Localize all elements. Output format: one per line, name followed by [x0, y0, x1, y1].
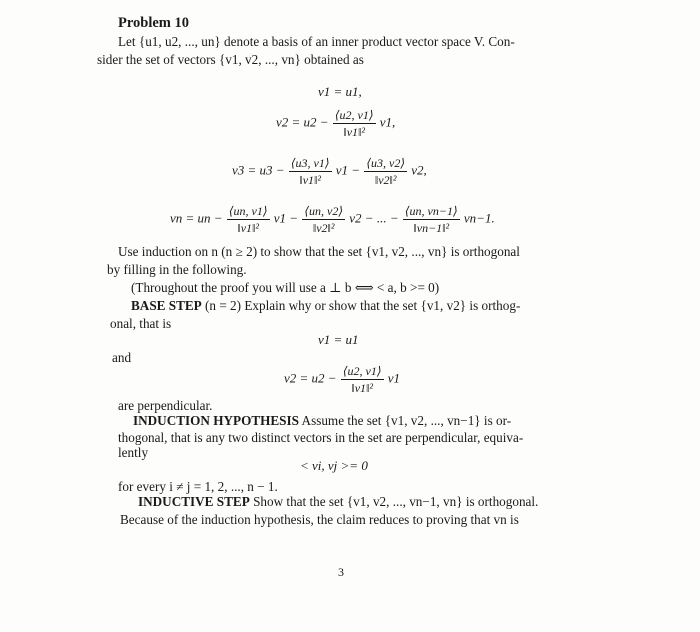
base-step-line-1	[131, 298, 520, 314]
inductive-step-text-1: Show that the set {v1, v2, ..., vn−1, vn} is orthogonal.	[249, 494, 539, 509]
problem-title: Problem 10	[118, 15, 190, 31]
base-step-line-2: onal, that is	[110, 316, 172, 331]
base-step-label: BASE STEP	[131, 298, 202, 313]
base-eq2-tail: v1	[387, 370, 401, 386]
equation-v3	[232, 156, 427, 187]
equation-v2	[276, 108, 395, 139]
base-equation-v1: v1 = u1	[318, 332, 359, 347]
eq3-fraction-2	[364, 156, 407, 187]
base-eq2-numerator: ⟨u2, v1⟩	[342, 364, 382, 378]
base-equation-v2	[284, 364, 400, 395]
equation-v1: v1 = u1,	[318, 84, 362, 99]
eqn-tail: vn−1.	[463, 210, 495, 226]
inductive-step-line-2: Because of the induction hypothesis, the claim reduces to proving that vn is	[120, 512, 519, 527]
base-eq2-fraction	[341, 364, 384, 395]
inductive-step-label: INDUCTIVE STEP	[138, 494, 250, 509]
eqn-denominator-2: ‖v2‖²	[312, 221, 335, 235]
page-number: 3	[338, 565, 344, 579]
equation-vn	[170, 204, 495, 235]
base-step-text-1: (n = 2) Explain why or show that the set {v1, v2} is orthog-	[201, 298, 521, 313]
hypothesis-label: INDUCTION HYPOTHESIS	[133, 413, 299, 428]
base-eq2-lhs: v2 = u2 −	[284, 370, 337, 386]
inductive-step-line-1	[138, 494, 538, 510]
induction-line-2: by filling in the following.	[107, 262, 247, 277]
hypothesis-line-3: lently	[118, 445, 149, 460]
eq2-tail: v1,	[379, 114, 396, 130]
hypothesis-equation: < vi, vj >= 0	[300, 458, 368, 473]
hypothesis-line-1	[133, 413, 511, 429]
eq3-tail: v2,	[411, 162, 427, 178]
hypothesis-text-1: Assume the set {v1, v2, ..., vn−1} is or-	[298, 413, 512, 428]
eqn-fraction-1	[227, 204, 270, 235]
perpendicular-text: are perpendicular.	[118, 398, 213, 413]
eq2-numerator: ⟨u2, v1⟩	[334, 108, 374, 122]
throughout-note: (Throughout the proof you will use a ⊥ b ⟺ < a, b >= 0)	[131, 280, 440, 295]
eqn-mid-1: v1 −	[273, 210, 299, 226]
eqn-lhs: vn = un −	[170, 210, 223, 226]
eq2-denominator: ‖v1‖²	[343, 125, 366, 139]
eqn-numerator-3: ⟨un, vn−1⟩	[404, 204, 458, 218]
hypothesis-line-2: thogonal, that is any two distinct vectors in the set are perpendicular, equiva-	[118, 430, 524, 445]
eq3-lhs: v3 = u3 −	[232, 162, 285, 178]
intro-line-1: Let {u1, u2, ..., un} denote a basis of an inner product vector space V. Con-	[118, 34, 515, 49]
eqn-denominator-1: ‖v1‖²	[237, 221, 260, 235]
eqn-numerator-1: ⟨un, v1⟩	[228, 204, 268, 218]
and-label: and	[112, 350, 132, 365]
eq2-fraction	[333, 108, 376, 139]
intro-line-2: sider the set of vectors {v1, v2, ..., vn} obtained as	[97, 52, 364, 67]
base-eq2-denominator: ‖v1‖²	[351, 381, 374, 395]
for-every-text: for every i ≠ j = 1, 2, ..., n − 1.	[118, 479, 278, 494]
eqn-numerator-2: ⟨un, v2⟩	[304, 204, 344, 218]
eq3-fraction-1	[289, 156, 332, 187]
eq2-lhs: v2 = u2 −	[276, 114, 329, 130]
eqn-fraction-2	[302, 204, 345, 235]
eq3-denominator-1: ‖v1‖²	[299, 173, 322, 187]
eq3-mid: v1 −	[335, 162, 361, 178]
eq3-denominator-2: ‖v2‖²	[374, 173, 397, 187]
induction-line-1: Use induction on n (n ≥ 2) to show that the set {v1, v2, ..., vn} is orthogonal	[118, 244, 520, 259]
eqn-fraction-3	[403, 204, 460, 235]
eq3-numerator-2: ⟨u3, v2⟩	[366, 156, 406, 170]
eq3-numerator-1: ⟨u3, v1⟩	[290, 156, 330, 170]
eqn-denominator-3: ‖vn−1‖²	[413, 221, 450, 235]
eqn-mid-2: v2 − ... −	[349, 210, 399, 226]
